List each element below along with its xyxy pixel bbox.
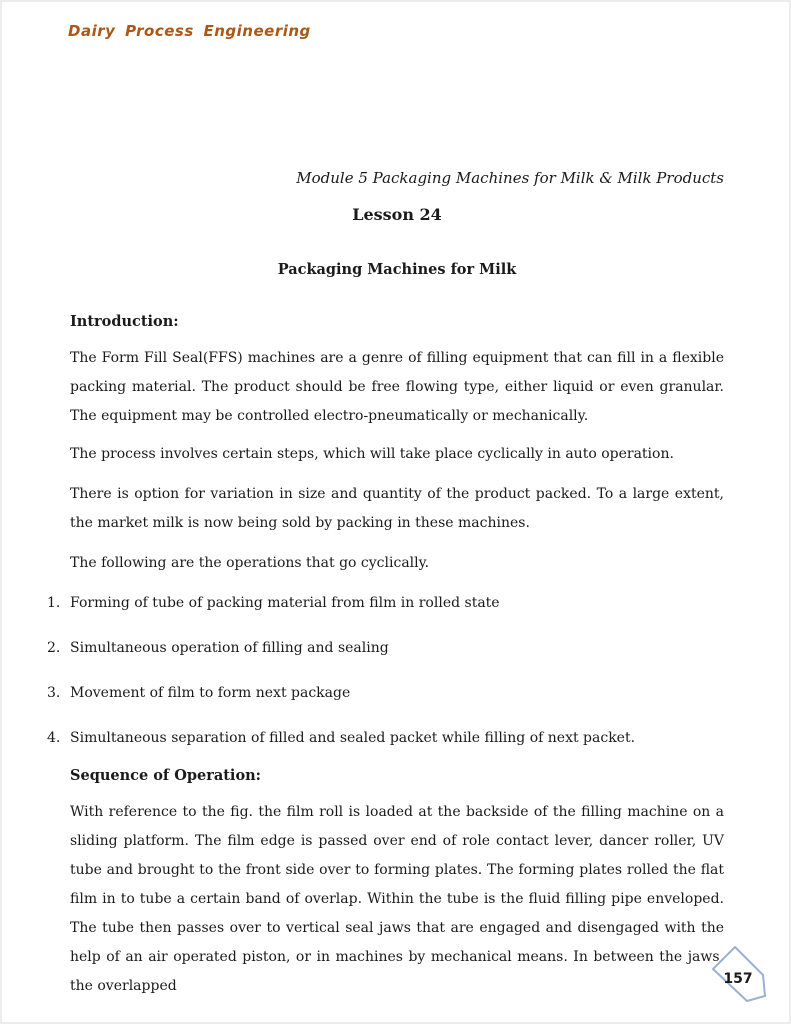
list-item-number: 2.: [47, 640, 61, 656]
intro-paragraph-3: There is option for variation in size and quantity of the product packed. To a large extent, the market milk is now being sold by packing in these machines.: [70, 486, 724, 531]
page-title: Packaging Machines for Milk: [277, 261, 517, 278]
introduction-heading: Introduction:: [70, 313, 179, 330]
page-number: 157: [723, 971, 753, 987]
list-item-text: Simultaneous operation of filling and sealing: [70, 640, 389, 656]
list-item-text: Simultaneous separation of filled and sealed packet while filling of next packet.: [70, 730, 636, 746]
operations-list-item: [47, 727, 724, 749]
operations-list: [47, 592, 724, 749]
operations-list-item: [47, 592, 724, 614]
list-item-number: 1.: [47, 595, 61, 611]
operations-list-item: [47, 637, 724, 659]
sequence-paragraph: With reference to the fig. the film roll is loaded at the backside of the filling machine on a sliding platform. The film edge is passed over end of role contact lever, dancer roller, UV tube and brought to the front side over to forming plates. The forming plates rolled the flat film in to tube a certain band of overlap. Within the tube is the fluid filling pipe enveloped. The tube then passes over to vertical seal jaws that are engaged and disengaged with the help of an air operated piston, or in machines by mechanical means. In between the jaws, the overlapped: [70, 804, 724, 994]
list-item-text: Movement of film to form next package: [70, 685, 351, 701]
list-item-number: 3.: [47, 685, 61, 701]
intro-paragraph-4: The following are the operations that go cyclically.: [70, 555, 430, 571]
course-title: Dairy Process Engineering: [68, 22, 311, 40]
operations-list-item: [47, 682, 724, 704]
sequence-heading: Sequence of Operation:: [70, 767, 262, 784]
page-content: [47, 2, 724, 1001]
intro-paragraph-2: The process involves certain steps, which will take place cyclically in auto operation.: [70, 446, 674, 462]
list-item-text: Forming of tube of packing material from film in rolled state: [70, 595, 500, 611]
module-title: Module 5 Packaging Machines for Milk & Milk Products: [296, 169, 724, 187]
intro-paragraph-1: The Form Fill Seal(FFS) machines are a genre of filling equipment that can fill in a flexible packing material. The product should be free flowing type, either liquid or even granular. The equipment may be controlled electro-pneumatically or mechanically.: [70, 350, 724, 424]
lesson-heading: Lesson 24: [352, 205, 442, 224]
list-item-number: 4.: [47, 730, 61, 746]
page-number-tag: [711, 945, 769, 1007]
